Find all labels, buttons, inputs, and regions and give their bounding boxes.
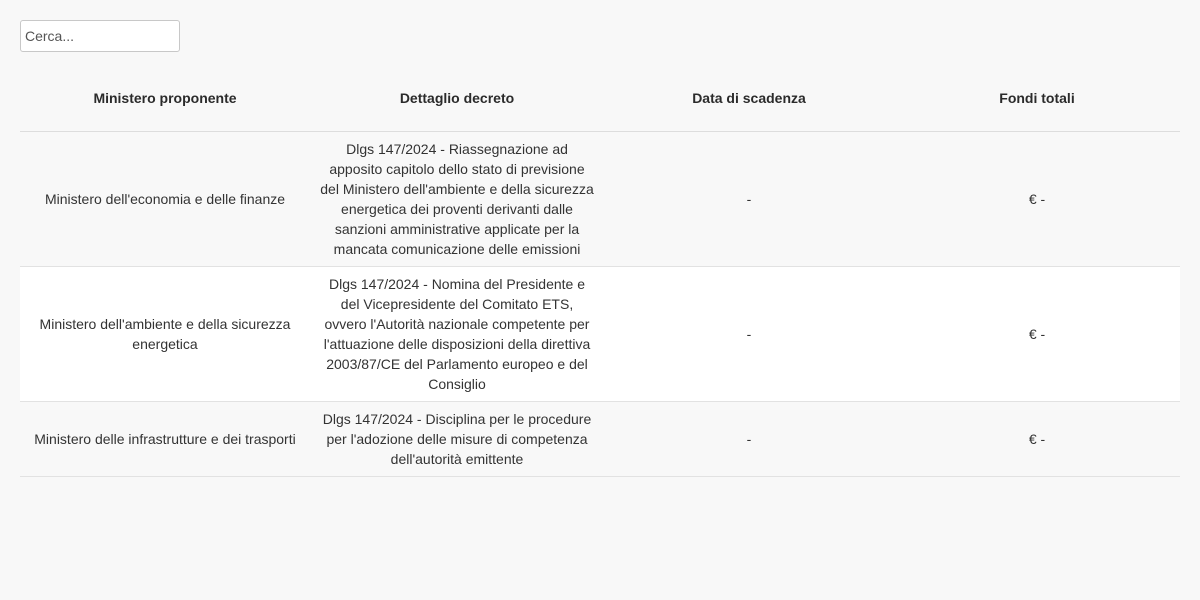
cell-funds: € - [894,402,1180,477]
cell-funds: € - [894,267,1180,402]
column-header-detail[interactable]: Dettaglio decreto [310,64,604,132]
cell-ministry: Ministero dell'economia e delle finanze [20,132,310,267]
cell-deadline: - [604,402,894,477]
search-container [20,20,180,52]
cell-ministry: Ministero dell'ambiente e della sicurezza energetica [20,267,310,402]
decrees-table-container [20,64,1180,510]
search-input[interactable] [20,20,180,52]
column-header-funds[interactable]: Fondi totali [894,64,1180,132]
cell-detail: Dlgs 147/2024 - Disciplina per le procedure per l'adozione delle misure di competenza dell'autorità emittente [310,402,604,477]
decrees-table [20,64,1180,477]
table-row[interactable] [20,267,1180,402]
cell-deadline: - [604,132,894,267]
table-body [20,132,1180,477]
cell-detail: Dlgs 147/2024 - Nomina del Presidente e del Vicepresidente del Comitato ETS, ovvero l'Autorità nazionale competente per l'attuazione delle disposizioni della direttiva 2003/87/CE del Parlamento europeo e del Consiglio [310,267,604,402]
cell-ministry: Ministero delle infrastrutture e dei trasporti [20,402,310,477]
table-header [20,64,1180,132]
column-header-deadline[interactable]: Data di scadenza [604,64,894,132]
table-row[interactable] [20,402,1180,477]
cell-funds: € - [894,132,1180,267]
cell-detail: Dlgs 147/2024 - Riassegnazione ad apposito capitolo dello stato di previsione del Ministero dell'ambiente e della sicurezza energetica dei proventi derivanti dalle sanzioni amministrative applicate per la mancata comunicazione delle emissioni [310,132,604,267]
column-header-ministry[interactable]: Ministero proponente [20,64,310,132]
cell-deadline: - [604,267,894,402]
table-header-row [20,64,1180,132]
table-row[interactable] [20,132,1180,267]
